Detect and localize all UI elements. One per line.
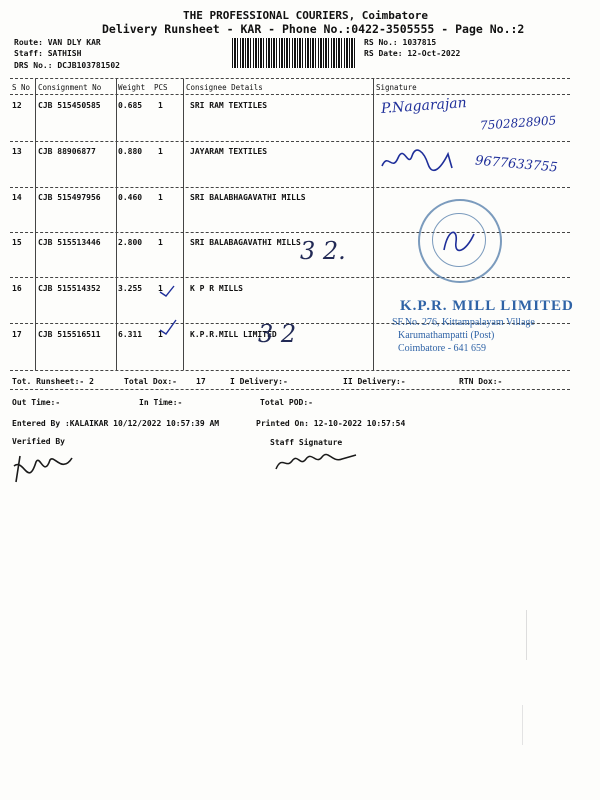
row-sno: 14 bbox=[12, 193, 22, 202]
row-weight: 2.800 bbox=[118, 238, 143, 247]
signature-row-13 bbox=[378, 146, 478, 178]
staff-signature bbox=[272, 447, 362, 477]
scan-artifact bbox=[522, 705, 523, 745]
stamp-address-line: SF.No. 276, Kittampalayam Village bbox=[392, 317, 535, 328]
row-pcs: 1 bbox=[158, 330, 163, 339]
row-consignment: CJB 88906877 bbox=[38, 147, 96, 156]
staff-label: Staff: SATHISH bbox=[14, 49, 82, 58]
scan-artifact bbox=[526, 610, 527, 660]
row-consignment: CJB 515450585 bbox=[38, 101, 101, 110]
header-pcs: PCS bbox=[154, 83, 168, 92]
stamp-address-line: Karumathampatti (Post) bbox=[398, 330, 495, 341]
header-consignee: Consignee Details bbox=[186, 83, 263, 92]
verified-by-signature bbox=[10, 448, 80, 494]
signature-row-12: P.Nagarajan bbox=[380, 95, 468, 117]
total-dox-value: 17 bbox=[196, 377, 206, 386]
entered-by: Entered By :KALAIKAR 10/12/2022 10:57:39 AM bbox=[12, 419, 220, 428]
barcode-image bbox=[232, 38, 357, 68]
phone-row-13: 9677633755 bbox=[474, 153, 559, 176]
header-sno: S No bbox=[12, 83, 31, 92]
total-pod: Total POD:- bbox=[260, 398, 313, 407]
column-rule bbox=[373, 79, 374, 370]
divider bbox=[10, 370, 570, 371]
total-dox-label: Total Dox:- bbox=[124, 377, 177, 386]
in-time: In Time:- bbox=[139, 398, 183, 407]
staff-signature-label: Staff Signature bbox=[270, 438, 343, 447]
verified-by-label: Verified By bbox=[12, 437, 65, 446]
row-consignment: CJB 515513446 bbox=[38, 238, 101, 247]
row-consignee: K P R MILLS bbox=[190, 284, 243, 293]
divider bbox=[10, 141, 570, 142]
out-time: Out Time:- bbox=[12, 398, 61, 407]
row-sno: 13 bbox=[12, 147, 22, 156]
row-consignment: CJB 515497956 bbox=[38, 193, 101, 202]
seal-signature bbox=[440, 222, 480, 258]
row-consignment: CJB 515514352 bbox=[38, 284, 101, 293]
column-rule bbox=[35, 79, 36, 370]
row-consignee: K.P.R.MILL LIMITED bbox=[190, 330, 277, 339]
rs-number: RS No.: 1037815 bbox=[364, 38, 437, 47]
header-signature: Signature bbox=[376, 83, 417, 92]
divider bbox=[10, 277, 570, 278]
row-consignee: SRI BALABHAGAVATHI MILLS bbox=[190, 193, 306, 202]
row-pcs: 1 bbox=[158, 147, 163, 156]
route-label: Route: VAN DLY KAR bbox=[14, 38, 101, 47]
column-rule bbox=[116, 79, 117, 370]
rs-date: RS Date: 12-Oct-2022 bbox=[364, 49, 461, 58]
divider bbox=[10, 78, 570, 79]
header-weight: Weight bbox=[118, 83, 146, 92]
handwritten-mark-row-15: 3 2. bbox=[300, 237, 346, 265]
row-pcs: 1 bbox=[158, 193, 163, 202]
row-weight: 0.460 bbox=[118, 193, 143, 202]
row-weight: 0.685 bbox=[118, 101, 143, 110]
row-weight: 6.311 bbox=[118, 330, 143, 339]
ii-delivery: II Delivery:- bbox=[343, 377, 406, 386]
row-sno: 17 bbox=[12, 330, 22, 339]
stamp-address-line: Coimbatore - 641 659 bbox=[398, 343, 487, 354]
divider bbox=[10, 389, 570, 390]
rtn-dox: RTN Dox:- bbox=[459, 377, 503, 386]
row-consignee: SRI RAM TEXTILES bbox=[190, 101, 268, 110]
row-weight: 3.255 bbox=[118, 284, 143, 293]
i-delivery: I Delivery:- bbox=[230, 377, 288, 386]
row-sno: 16 bbox=[12, 284, 22, 293]
printed-on: Printed On: 12-10-2022 10:57:54 bbox=[256, 419, 406, 428]
phone-row-12: 7502828905 bbox=[479, 113, 557, 133]
row-consignment: CJB 515516511 bbox=[38, 330, 101, 339]
drs-number: DRS No.: DCJB103781502 bbox=[14, 61, 120, 70]
row-consignee: JAYARAM TEXTILES bbox=[190, 147, 268, 156]
tick-marks-icon bbox=[158, 282, 188, 342]
runsheet-title: Delivery Runsheet - KAR - Phone No.:0422-3505555 - Page No.:2 bbox=[102, 22, 525, 36]
total-runsheet: Tot. Runsheet:- 2 bbox=[12, 377, 94, 386]
divider bbox=[10, 187, 570, 188]
row-sno: 15 bbox=[12, 238, 22, 247]
row-pcs: 1 bbox=[158, 284, 163, 293]
row-sno: 12 bbox=[12, 101, 22, 110]
row-pcs: 1 bbox=[158, 101, 163, 110]
divider bbox=[10, 94, 570, 95]
handwritten-mark-row-17: 3 2 bbox=[258, 320, 297, 348]
header-consignment: Consignment No bbox=[38, 83, 102, 92]
stamp-company-name: K.P.R. MILL LIMITED bbox=[400, 298, 574, 314]
row-consignee: SRI BALABAGAVATHI MILLS bbox=[190, 238, 301, 247]
row-weight: 0.880 bbox=[118, 147, 143, 156]
row-pcs: 1 bbox=[158, 238, 163, 247]
company-name: THE PROFESSIONAL COURIERS, Coimbatore bbox=[183, 9, 429, 22]
